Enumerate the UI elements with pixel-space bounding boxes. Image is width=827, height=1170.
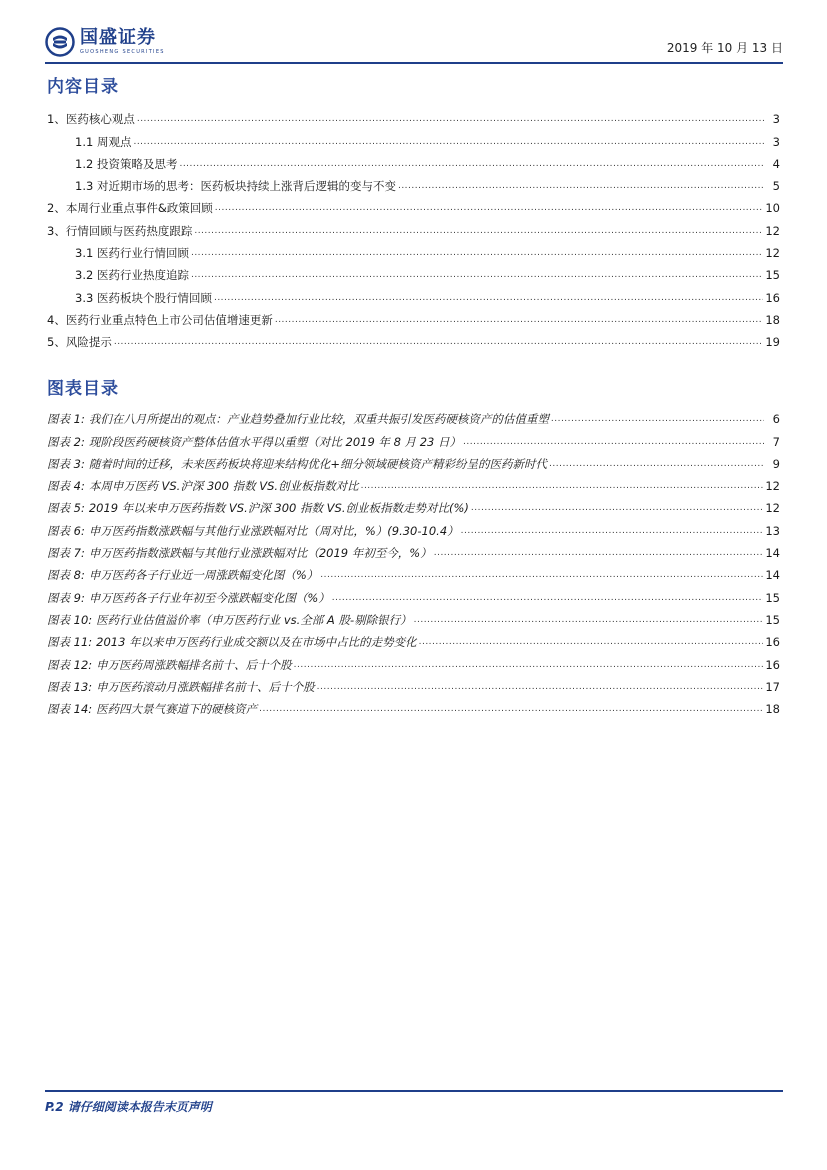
entry-number: 5、 — [47, 335, 66, 350]
dot-leader — [114, 335, 764, 349]
entry-page-number: 14 — [765, 568, 780, 583]
entry-title: 医药四大景气赛道下的硬核资产 — [96, 702, 258, 717]
toc-entry[interactable] — [47, 104, 780, 126]
entry-title: 申万医药各子行业近一周涨跌幅变化图（%） — [88, 568, 319, 583]
entry-title: 1.2 投资策略及思考 — [75, 156, 178, 171]
entry-number: 图表 4: — [47, 479, 85, 494]
dot-leader — [551, 412, 764, 426]
entry-number: 图表 9: — [47, 590, 85, 605]
entry-number: 图表 5: — [47, 501, 85, 516]
entry-page-number: 3 — [772, 134, 780, 149]
entry-page-number: 16 — [765, 657, 780, 672]
dot-leader — [215, 201, 764, 215]
dot-leader — [419, 635, 764, 649]
dot-leader — [214, 291, 763, 305]
toc-entry[interactable] — [47, 238, 780, 260]
page-footer — [45, 1090, 783, 1115]
figure-entry[interactable] — [47, 694, 780, 716]
dot-leader — [414, 613, 764, 627]
entry-number: 图表 6: — [47, 523, 85, 538]
report-date: 2019 年 10 月 13 日 — [666, 41, 783, 55]
figures-title: 图表目录 — [47, 379, 119, 399]
entry-title: 申万医药各子行业年初至今涨跌幅变化图（%） — [88, 590, 330, 605]
dot-leader — [191, 268, 763, 282]
toc-entry[interactable] — [47, 327, 780, 349]
dot-leader — [137, 112, 764, 126]
dot-leader — [259, 702, 763, 716]
entry-page-number: 7 — [772, 434, 780, 449]
dot-leader — [179, 157, 764, 171]
entry-page-number: 18 — [765, 312, 780, 327]
entry-title: 2019 年以来申万医药指数 VS.沪深 300 指数 VS.创业板指数走势对比(%) — [88, 501, 469, 516]
dot-leader — [191, 246, 763, 260]
dot-leader — [361, 479, 764, 493]
entry-title: 申万医药指数涨跌幅与其他行业涨跌幅对比（2019 年初至今，%） — [88, 546, 432, 561]
dot-leader — [471, 501, 763, 515]
entry-number: 图表 13: — [47, 679, 93, 694]
entry-title: 申万医药滚动月涨跌幅排名前十、后十个股 — [96, 679, 315, 694]
footer-disclaimer: P.2 请仔细阅读本报告末页声明 — [45, 1100, 212, 1114]
page-header — [45, 22, 783, 64]
dot-leader — [294, 658, 764, 672]
entry-title: 医药核心观点 — [65, 112, 135, 127]
entry-title: 行情回顾与医药热度跟踪 — [65, 223, 193, 238]
entry-number: 图表 14: — [47, 702, 93, 717]
entry-title: 3.3 医药板块个股行情回顾 — [75, 290, 212, 305]
figure-entry[interactable] — [47, 649, 780, 671]
entry-page-number: 12 — [765, 479, 780, 494]
toc-entry[interactable] — [47, 215, 780, 237]
entry-title: 申万医药周涨跌幅排名前十、后十个股 — [96, 657, 292, 672]
contents-title: 内容目录 — [47, 77, 119, 97]
entry-title: 医药行业估值溢价率（申万医药行业 vs.全部 A 股-剔除银行） — [96, 612, 412, 627]
entry-number: 图表 11: — [47, 635, 93, 650]
figure-entry[interactable] — [47, 471, 780, 493]
dot-leader — [133, 135, 764, 149]
entry-number: 3、 — [47, 223, 66, 238]
figure-entry[interactable] — [47, 449, 780, 471]
entry-page-number: 3 — [772, 112, 780, 127]
entry-number: 图表 2: — [47, 434, 85, 449]
entry-page-number: 12 — [765, 246, 780, 261]
dot-leader — [332, 591, 764, 605]
dot-leader — [317, 680, 764, 694]
dot-leader — [434, 546, 764, 560]
entry-title: 本周行业重点事件&政策回顾 — [65, 201, 213, 216]
contents-list — [47, 104, 780, 349]
figure-entry[interactable] — [47, 515, 780, 537]
entry-page-number: 10 — [765, 201, 780, 216]
entry-number: 图表 12: — [47, 657, 93, 672]
entry-page-number: 16 — [765, 635, 780, 650]
entry-page-number: 13 — [765, 523, 780, 538]
entry-title: 随着时间的迁移，未来医药板块将迎来结构优化+细分领域硬核资产精彩纷呈的医药新时代 — [88, 456, 547, 471]
dot-leader — [463, 435, 764, 449]
toc-entry[interactable] — [47, 282, 780, 304]
entry-page-number: 5 — [772, 179, 780, 194]
entry-number: 图表 1: — [47, 412, 85, 427]
logo-icon — [45, 27, 75, 57]
entry-page-number: 17 — [765, 679, 780, 694]
figure-entry[interactable] — [47, 426, 780, 448]
company-logo — [45, 26, 165, 58]
entry-page-number: 15 — [765, 590, 780, 605]
dot-leader — [398, 179, 764, 193]
entry-title: 风险提示 — [65, 335, 112, 350]
entry-number: 图表 3: — [47, 456, 85, 471]
entry-title: 医药行业重点特色上市公司估值增速更新 — [65, 312, 273, 327]
toc-entry[interactable] — [47, 171, 780, 193]
toc-entry[interactable] — [47, 260, 780, 282]
entry-page-number: 12 — [765, 223, 780, 238]
entry-title: 3.2 医药行业热度追踪 — [75, 268, 189, 283]
entry-page-number: 9 — [772, 456, 780, 471]
entry-page-number: 12 — [765, 501, 780, 516]
dot-leader — [320, 568, 763, 582]
logo-name-cn: 国盛证券 — [80, 27, 156, 48]
entry-number: 1、 — [47, 112, 66, 127]
entry-title: 2013 年以来申万医药行业成交额以及在市场中占比的走势变化 — [96, 635, 417, 650]
entry-title: 申万医药指数涨跌幅与其他行业涨跌幅对比（周对比，%）(9.30-10.4） — [88, 523, 459, 538]
figure-entry[interactable] — [47, 493, 780, 515]
entry-title: 现阶段医药硬核资产整体估值水平得以重塑（对比 2019 年 8 月 23 日） — [88, 434, 462, 449]
figure-entry[interactable] — [47, 538, 780, 560]
toc-entry[interactable] — [47, 126, 780, 148]
entry-number: 4、 — [47, 312, 66, 327]
figure-entry[interactable] — [47, 605, 780, 627]
logo-name-en: GUOSHENG SECURITIES — [80, 49, 165, 55]
entry-page-number: 6 — [772, 412, 780, 427]
entry-page-number: 15 — [765, 612, 780, 627]
dot-leader — [461, 524, 764, 538]
entry-page-number: 19 — [765, 335, 780, 350]
entry-page-number: 14 — [765, 546, 780, 561]
figures-list — [47, 404, 780, 716]
entry-page-number: 18 — [765, 702, 780, 717]
figure-entry[interactable] — [47, 627, 780, 649]
entry-title: 3.1 医药行业行情回顾 — [75, 246, 189, 261]
entry-title: 我们在八月所提出的观点：产业趋势叠加行业比较，双重共振引发医药硬核资产的估值重塑 — [88, 412, 549, 427]
figure-entry[interactable] — [47, 672, 780, 694]
figure-entry[interactable] — [47, 582, 780, 604]
entry-title: 本周申万医药 VS.沪深 300 指数 VS.创业板指数对比 — [88, 479, 359, 494]
entry-number: 图表 10: — [47, 612, 93, 627]
entry-page-number: 16 — [765, 290, 780, 305]
entry-title: 1.1 周观点 — [75, 134, 132, 149]
entry-title: 1.3 对近期市场的思考：医药板块持续上涨背后逻辑的变与不变 — [75, 179, 396, 194]
toc-entry[interactable] — [47, 305, 780, 327]
entry-number: 2、 — [47, 201, 66, 216]
toc-entry[interactable] — [47, 149, 780, 171]
dot-leader — [275, 313, 764, 327]
dot-leader — [194, 224, 763, 238]
figure-entry[interactable] — [47, 404, 780, 426]
figure-entry[interactable] — [47, 560, 780, 582]
entry-page-number: 4 — [772, 156, 780, 171]
dot-leader — [549, 457, 764, 471]
entry-page-number: 15 — [765, 268, 780, 283]
toc-entry[interactable] — [47, 193, 780, 215]
entry-number: 图表 8: — [47, 568, 85, 583]
entry-number: 图表 7: — [47, 546, 85, 561]
